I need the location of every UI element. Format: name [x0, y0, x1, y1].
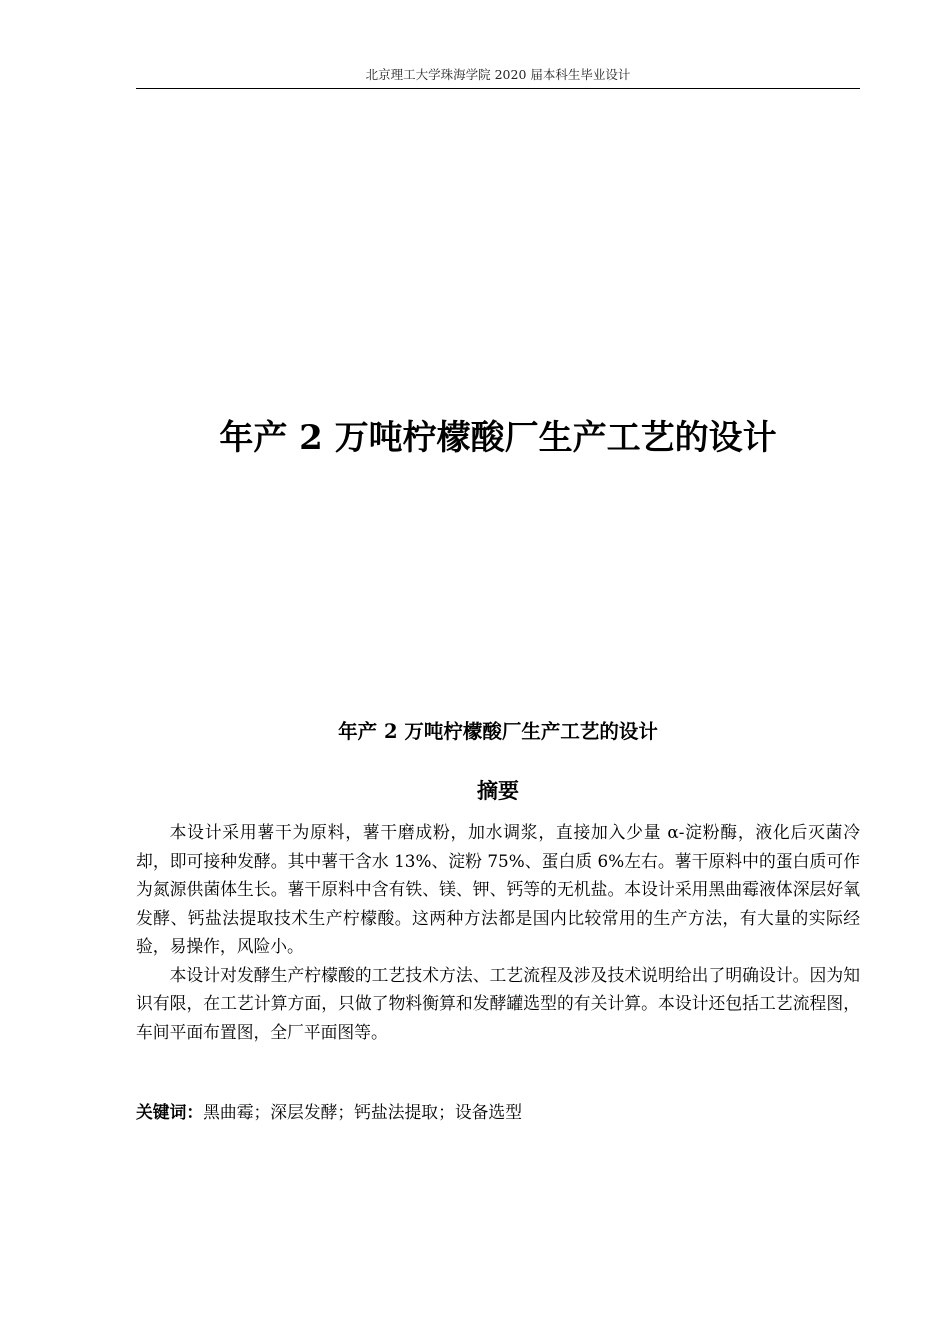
abstract-body — [136, 818, 860, 1046]
keywords-text: 黑曲霉；深层发酵；钙盐法提取；设备选型 — [203, 1102, 522, 1122]
abstract-title: 年产 2 万吨柠檬酸厂生产工艺的设计 — [338, 720, 658, 743]
running-header — [136, 66, 860, 89]
keywords — [136, 1098, 860, 1126]
abstract-paragraph: 本设计采用薯干为原料，薯干磨成粉，加水调浆，直接加入少量 α-淀粉酶，液化后灭菌冷却，即可接种发酵。其中薯干含水 13%、淀粉 75%、蛋白质 6%左右。薯干原料中的蛋白质可作为氮源供菌体生长。薯干原料中含有铁、镁、钾、钙等的无机盐。本设计采用黑曲霉液体深层好氧发酵、钙盐法提取技术生产柠檬酸。这两种方法都是国内比较常用的生产方法，有大量的实际经验，易操作，风险小。 — [136, 822, 860, 956]
abstract-heading: 摘要 — [477, 778, 519, 803]
keywords-label: 关键词： — [136, 1102, 204, 1122]
abstract-paragraph: 本设计对发酵生产柠檬酸的工艺技术方法、工艺流程及涉及技术说明给出了明确设计。因为知识有限，在工艺计算方面，只做了物料衡算和发酵罐选型的有关计算。本设计还包括工艺流程图，车间平面布置图，全厂平面图等。 — [136, 964, 860, 1042]
running-header-text: 北京理工大学珠海学院 2020 届本科生毕业设计 — [365, 67, 631, 82]
cover-title: 年产 2 万吨柠檬酸厂生产工艺的设计 — [219, 418, 777, 458]
